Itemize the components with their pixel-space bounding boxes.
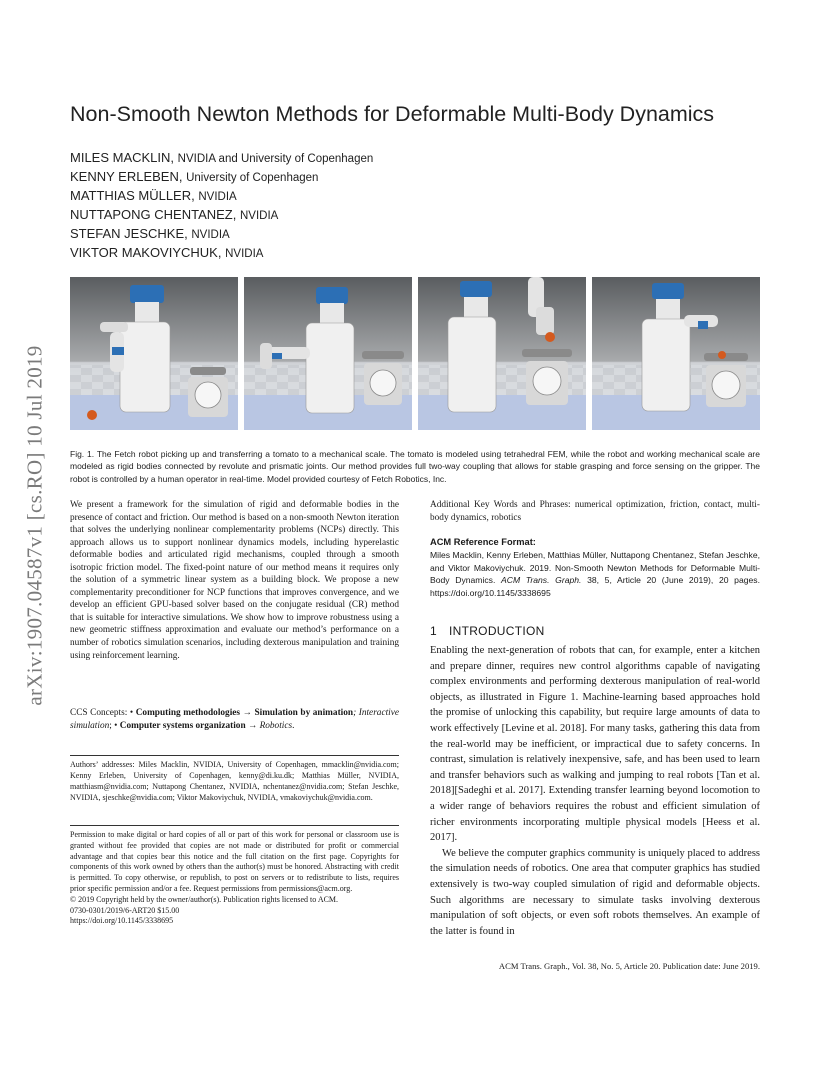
keywords: Additional Key Words and Phrases: numerical optimization, friction, contact, multi-body dynamics, robotics <box>430 500 760 523</box>
author-line <box>70 245 263 260</box>
ccs-sub-2: Robotics <box>259 720 293 731</box>
divider <box>70 825 399 826</box>
author-name: MATTHIAS MÜLLER, <box>70 188 195 203</box>
authors-addresses: Authors’ addresses: Miles Macklin, NVIDIA, University of Copenhagen, mmacklin@nvidia.com; Kenny Erleben, University of Copenhagen, kenny@di.ku.dk; Matthias Müller, NVIDIA, matthiasm@nvidia.com; Nuttapong Chentanez, NVIDIA, nchentanez@nvidia.com; Stefan Jeschke, NVIDIA, sjeschke@nvidia.com; Viktor Makoviychuk, NVIDIA, vmakoviychuk@nvidia.com. <box>70 760 399 802</box>
author-line <box>70 226 230 241</box>
ccs-concept-2: Computer systems organization <box>119 720 246 731</box>
abstract: We present a framework for the simulation of rigid and deformable bodies in the presence of contact and friction. Our method is based on a non-smooth Newton iteration that solves the underlying nonlinear complementarity problems (NCPs) directly. This approach allows us to support nonlinear dynamics models, including hyperelastic deformable bodies and articulated rigid mechanisms, coupled through a smooth isotropic friction model. The fixed-point nature of our method means it requires only the solution of a symmetric linear system as a building block. We propose a new complementarity preconditioner for NCP functions that improves convergence, and we develop an efficient GPU-based solver based on the conjugate residual (CR) method that is suitable for interactive simulations. We show how to improve robustness using a new geometric stiffness approximation and evaluate our method’s performance on a number of robotics simulation scenarios, including dexterous manipulation and training using reinforcement learning. <box>70 500 399 661</box>
author-line <box>70 150 373 165</box>
permission-text: Permission to make digital or hard copies of all or part of this work for personal or classroom use is granted without fee provided that copies are not made or distributed for profit or commercial advantage and that copies bear this notice and the full citation on the first page. Copyrights for components of this work owned by others than the author(s) must be honored. Abstracting with credit is permitted. To copy otherwise, or republish, to post on servers or to redistribute to lists, requires prior specific permission and/or a fee. Request permissions from permissions@acm.org. <box>70 830 399 893</box>
author-affiliation: NVIDIA and University of Copenhagen <box>177 153 374 165</box>
section-title: INTRODUCTION <box>448 624 545 638</box>
figure-panel-1 <box>70 277 238 430</box>
acm-reference-details: 38, 5, Article 20 (June 2019), 20 pages. https://doi.org/10.1145/3338695 <box>430 575 760 598</box>
section-heading-introduction <box>430 624 545 638</box>
ccs-sub-1: ; Interactive simulation <box>70 708 399 731</box>
paragraph: We believe the computer graphics community is uniquely placed to address the simulation needs of robotics. One area that computer graphics has studied extensively is two-way coupled simulation of rigid and deformable objects. Such algorithms are necessary to simulate tasks involving dexterous manipulation of soft objects, or even soft robots themselves. An example of the latter is found in <box>430 847 760 937</box>
ccs-arrow: → <box>245 720 260 731</box>
author-name: KENNY ERLEBEN, <box>70 169 183 184</box>
figure-caption: Fig. 1. The Fetch robot picking up and transferring a tomato to a mechanical scale. The tomato is modeled using tetrahedral FEM, while the robot and working mechanical scale are modeled as rigid bodies connected by revolute and prismatic joints. Our method provides full two-way coupling that allows for stable grasping and force sensing on the gripper. The robot is controlled by a human operator in real-time. Model provided courtesy of Fetch Robotics, Inc. <box>70 449 760 484</box>
author-affiliation: University of Copenhagen <box>186 172 319 184</box>
ccs-concept-1: Computing methodologies → Simulation by animation <box>135 708 354 718</box>
author-affiliation: NVIDIA <box>225 248 264 260</box>
robot-scene-image <box>70 277 238 430</box>
copyright-line: © 2019 Copyright held by the owner/author(s). Publication rights licensed to ACM. <box>70 894 339 904</box>
robot-scene-image <box>244 277 412 430</box>
acm-reference-heading: ACM Reference Format: <box>430 537 536 547</box>
author-name: MILES MACKLIN, <box>70 150 175 165</box>
introduction-body <box>430 643 760 939</box>
author-affiliation: NVIDIA <box>191 229 230 241</box>
divider <box>70 755 399 756</box>
figure-panel-3 <box>418 277 586 430</box>
robot-scene-image <box>592 277 760 430</box>
acm-reference-text: Miles Macklin, Kenny Erleben, Matthias Müller, Nuttapong Chentanez, Stefan Jeschke, and Viktor Makoviychuk. 2019. Non-Smooth Newton Methods for Deformable Multi-Body Dynamics. <box>430 550 760 585</box>
robot-scene-image <box>418 277 586 430</box>
author-line <box>70 188 237 203</box>
author-name: NUTTAPONG CHENTANEZ, <box>70 207 237 222</box>
ccs-prefix: CCS Concepts: • <box>70 708 134 718</box>
figure-panel-2 <box>244 277 412 430</box>
doi-link[interactable]: https://doi.org/10.1145/3338695 <box>70 916 174 926</box>
acm-reference-journal: ACM Trans. Graph. <box>501 575 582 585</box>
author-affiliation: NVIDIA <box>198 191 237 203</box>
acm-reference <box>430 549 760 599</box>
permission-notice <box>70 830 399 927</box>
ccs-concepts <box>70 707 399 732</box>
arxiv-stamp: arXiv:1907.04587v1 [cs.RO] 10 Jul 2019 <box>22 345 47 706</box>
author-line <box>70 169 318 184</box>
author-name: VIKTOR MAKOVIYCHUK, <box>70 245 222 260</box>
section-number: 1 <box>430 624 437 638</box>
paper-title: Non-Smooth Newton Methods for Deformable Multi-Body Dynamics <box>70 102 715 126</box>
page-footer: ACM Trans. Graph., Vol. 38, No. 5, Article 20. Publication date: June 2019. <box>498 961 760 971</box>
issn-line: 0730-0301/2019/6-ART20 $15.00 <box>70 905 180 915</box>
ccs-end: . <box>292 720 295 731</box>
author-affiliation: NVIDIA <box>239 210 279 222</box>
author-name: STEFAN JESCHKE, <box>70 226 188 241</box>
author-line <box>70 207 278 222</box>
paragraph: Enabling the next-generation of robots that can, for example, enter a kitchen and prepare dinner, requires new control algorithms capable of navigating complex environments and performing dexterous manipulation of real-world objects, as illustrated in Figure 1. Machine-learning based approaches hold the promise of unlocking this capability, but require large amounts of data to work effectively [Levine et al. 2018]. For many tasks, gathering this data from the real-world may be inefficient, or impractical due to safety concerns. In contrast, simulation is relatively inexpensive, safe, and has been used to learn and transfer behaviors such as walking and jumping to real robots [Tan et al. 2018][Sadeghi et al. 2017]. Extending transfer learning beyond locomotion to a wider range of behaviors requires the robust and efficient simulation of richer environments incorporating multiple physical models [Heess et al. 2017]. <box>430 645 760 844</box>
figure-panel-4 <box>592 277 760 430</box>
ccs-sep: ; • <box>109 720 118 731</box>
